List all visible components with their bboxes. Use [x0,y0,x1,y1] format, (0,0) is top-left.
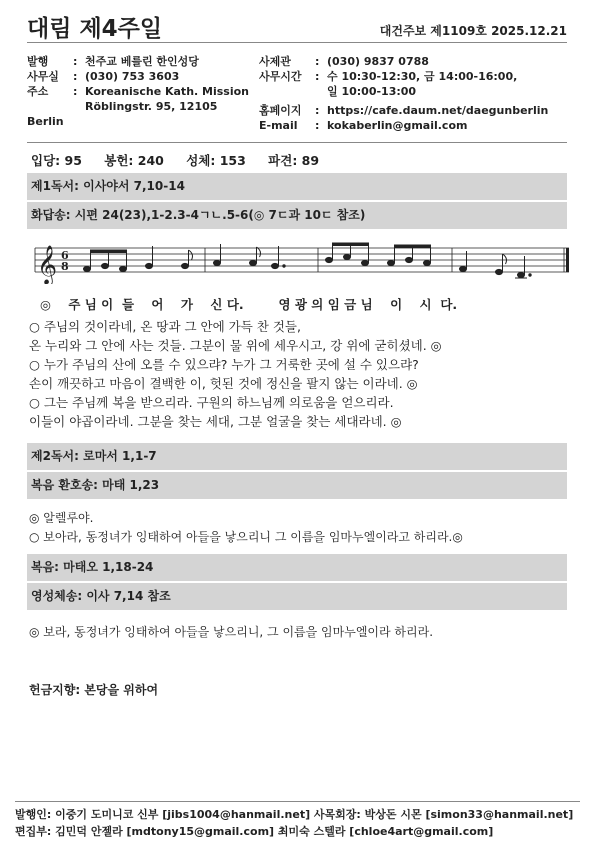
homepage-link[interactable]: https://cafe.daum.net/daegunberlin [327,104,549,117]
info-label: 사무실 [27,70,59,83]
info-value: Röblingstr. 95, 12105 Berlin [27,100,218,128]
info-value: Koreanische Kath. Mission [85,85,250,98]
psalm-verse-line: ○ 누가 주님의 산에 오를 수 있으랴? 누가 그 거룩한 곳에 설 수 있으랴? [29,357,419,372]
footer-editors: 편집부: 김민덕 안젤라 [mdtony15@gmail.com] 최미숙 스텔라 [chloe4art@gmail.com] [15,825,494,838]
footer-publisher: 발행인: 이중기 도미니코 신부 [jibs1004@hanmail.net] 사목회장: 박상돈 시몬 [simon33@hanmail.net] [15,808,574,821]
info-value: 수 10:30-12:30, 금 14:00-16:00, [327,70,518,83]
info-row: 사무실 : (030) 753 3603 [27,70,180,83]
info-row: 주소 : Koreanische Kath. Mission [27,85,250,98]
psalm-heading: 화답송: 시편 24(23),1-2.3-4ㄱㄴ.5-6(◎ 7ㄷ과 10ㄷ 참조) [27,202,567,229]
info-value: (030) 753 3603 [85,70,180,83]
info-row [27,99,257,129]
info-right [259,54,569,133]
communion-antiphon: 영성체송: 이사 7,14 참조 [27,583,567,610]
psalm-music-staff [27,236,572,284]
psalm-verse-line: 이들이 야곱이라네. 그분을 찾는 세대, 그분 얼굴을 찾는 세대라네. ◎ [29,414,402,429]
info-label: 주소 [27,85,49,98]
info-row: 사제관 : (030) 9837 0788 [259,55,429,68]
email-link[interactable]: kokaberlin@gmail.com [327,119,468,132]
time-signature-top: 6 [61,249,69,262]
info-label: 사제관 [259,55,291,68]
psalm-verse-line: ○ 그는 주님께 복을 받으리라. 구원의 하느님께 의로움을 얻으리라. [29,395,394,410]
info-row: 사무시간 : 수 10:30-12:30, 금 14:00-16:00, [259,70,518,83]
second-reading: 제2독서: 로마서 1,1-7 [27,443,567,470]
info-value: 천주교 베를린 한인성당 [85,55,199,68]
info-row: E-mail : kokaberlin@gmail.com [259,119,468,132]
psalm-verse-line: 온 누리와 그 안에 사는 것들. 그분이 물 위에 세우시고, 강 위에 굳히셨네. ◎ [29,338,442,353]
stat-dismissal: 파견: 89 [268,153,320,168]
psalm-verses [29,317,442,431]
info-label: 홈페이지 [259,104,302,117]
attendance-stats [31,151,337,169]
stat-offering: 봉헌: 240 [104,153,164,168]
info-label: 사무시간 [259,70,302,83]
communion-text: ◎ 보라, 동정녀가 잉태하여 아들을 낳으리니, 그 이름을 임마누엘이라 하리라. [29,625,434,639]
info-row: 홈페이지 : https://cafe.daum.net/daegunberlin [259,104,549,117]
gospel-reading: 복음: 마태오 1,18-24 [27,554,567,581]
info-value: 일 10:00-13:00 [327,85,417,98]
info-divider [27,142,567,143]
time-signature-bottom: 8 [61,260,69,273]
alleluia-text [29,509,463,547]
page-title: 대림 제4주일 [27,16,163,42]
info-left [27,54,257,129]
header-divider [27,42,567,43]
info-label: E-mail [259,119,298,132]
gospel-acclamation: 복음 환호송: 마태 1,23 [27,472,567,499]
info-row [259,84,569,99]
alleluia-verse: ○ 보아라, 동정녀가 잉태하여 아들을 낳으리니 그 이름을 임마누엘이라고 하리라.◎ [29,530,463,544]
psalm-verse-line: 손이 깨끗하고 마음이 결백한 이, 헛된 것에 정신을 팔지 않는 이라네. ◎ [29,376,418,391]
alleluia-line: ◎ 알렐루야. [29,511,94,525]
info-label: 발행 [27,55,49,68]
psalm-verse-line: ○ 주님의 것이라네, 온 땅과 그 안에 가득 찬 것들, [29,319,301,334]
issue-info: 대건주보 제1109호 2025.12.21 [379,24,567,38]
stat-entrance: 입당: 95 [31,153,82,168]
offering-intention: 헌금지향: 본당을 위하여 [29,683,159,697]
footer-divider [15,801,580,802]
info-row: 발행 : 천주교 베를린 한인성당 [27,55,199,68]
psalm-lyrics: ◎ 주 님 이 들 어 가 신 다. 영 광 의 임 금 님 이 시 다. [40,297,458,312]
first-reading: 제1독서: 이사야서 7,10-14 [27,173,567,200]
stat-communion: 성체: 153 [186,153,246,168]
treble-clef-icon: 𝄞 [37,245,58,284]
info-value: (030) 9837 0788 [327,55,429,68]
